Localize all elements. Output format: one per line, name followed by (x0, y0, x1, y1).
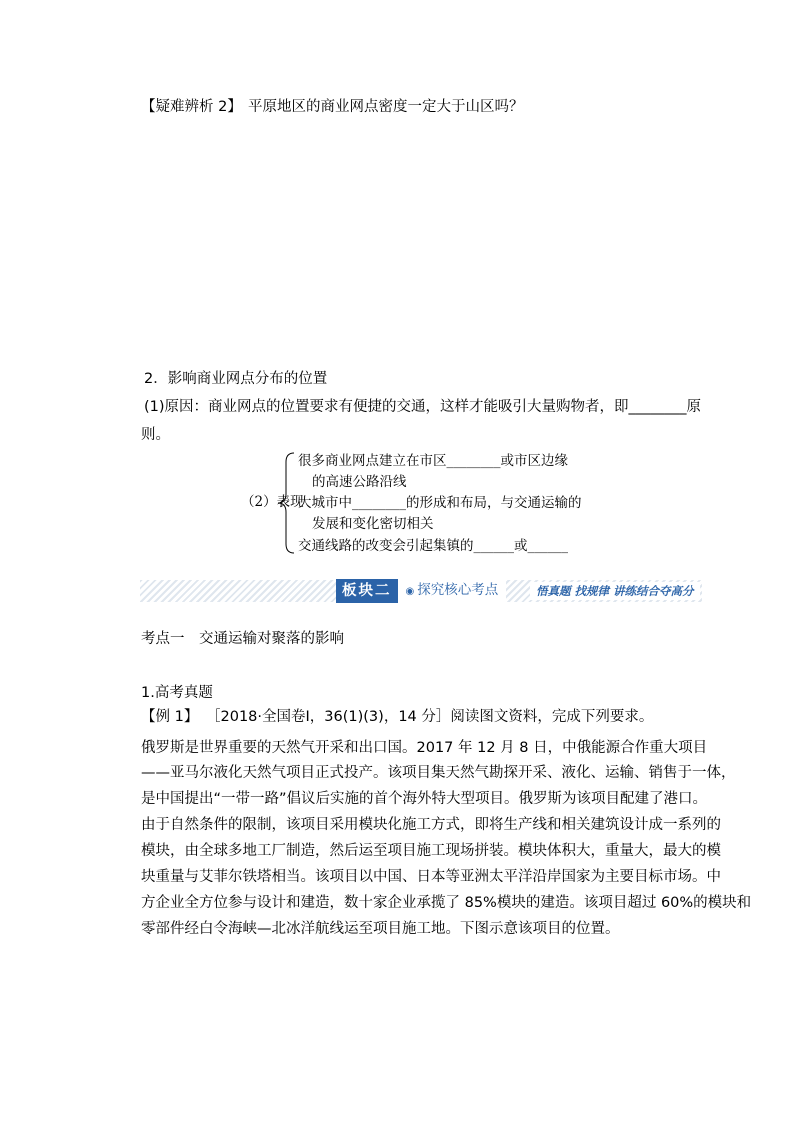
banner-box-label: 板块二 (336, 579, 398, 603)
reason-line-2: 则。 (141, 427, 170, 443)
banner-slogan: 悟真题 找规律 讲练结合夺高分 (530, 582, 700, 600)
passage-line: 方企业全方位参与设计和建造，数十家企业承揽了 85%模块的建造。该项目超过 60%的模块和 (141, 895, 752, 911)
passage-line: 由于自然条件的限制，该项目采用模块化施工方式，即将生产线和相关建筑设计成一系列的 (141, 817, 721, 833)
performance-item-2: 大城市中________的形成和布局，与交通运输的 (298, 495, 582, 511)
passage-line: ——亚马尔液化天然气项目正式投产。该项目集天然气勘探开采、液化、运输、销售于一体， (141, 765, 736, 781)
performance-item-2-cont: 发展和变化密切相关 (312, 516, 434, 532)
example-source: ［2018·全国卷Ⅰ，36(1)(3)，14 分］阅读图文资料，完成下列要求。 (206, 709, 654, 725)
reason-line-1: (1)原因：商业网点的位置要求有便捷的交通，这样才能吸引大量购物者，即________原 (144, 399, 702, 415)
passage-line: 模块，由全球多地工厂制造，然后运至项目施工现场拼装。模块体积大，重量大，最大的模 (141, 843, 721, 859)
passage-line: 俄罗斯是世界重要的天然气开采和出口国。2017 年 12 月 8 日，中俄能源合作重大项目 (141, 740, 708, 756)
performance-item-3: 交通线路的改变会引起集镇的______或______ (298, 538, 568, 554)
passage-line: 零部件经白令海峡—北冰洋航线运至项目施工地。下图示意该项目的位置。 (141, 921, 620, 937)
example-tag: 【例 1】 (141, 709, 199, 725)
banner-tag (336, 578, 506, 604)
curly-brace (276, 452, 296, 554)
q2-tag: 【疑难辨析 2】 (141, 99, 242, 115)
passage-line: 块重量与艾菲尔铁塔相当。该项目以中国、日本等亚洲太平洋沿岸国家为主要目标市场。中 (141, 869, 721, 885)
performance-item-1: 很多商业网点建立在市区________或市区边缘 (298, 453, 568, 469)
bullet-icon: ◉ (405, 586, 415, 597)
q2-question: 平原地区的商业网点密度一定大于山区吗？ (248, 99, 524, 115)
performance-label: （2）表现 (241, 494, 304, 510)
passage-line: 是中国提出“一带一路”倡议后实施的首个海外特大型项目。俄罗斯为该项目配建了港口。 (141, 791, 708, 807)
banner-caption: 探究核心考点 (417, 582, 499, 598)
banner-caption-wrap (398, 578, 507, 604)
kaodian-title: 考点一 交通运输对聚落的影响 (141, 631, 344, 647)
section-heading: 2．影响商业网点分布的位置 (144, 371, 328, 387)
performance-item-1-cont: 的高速公路沿线 (312, 474, 407, 490)
section-banner (140, 578, 702, 604)
kaodian-subheading: 1.高考真题 (141, 685, 213, 701)
